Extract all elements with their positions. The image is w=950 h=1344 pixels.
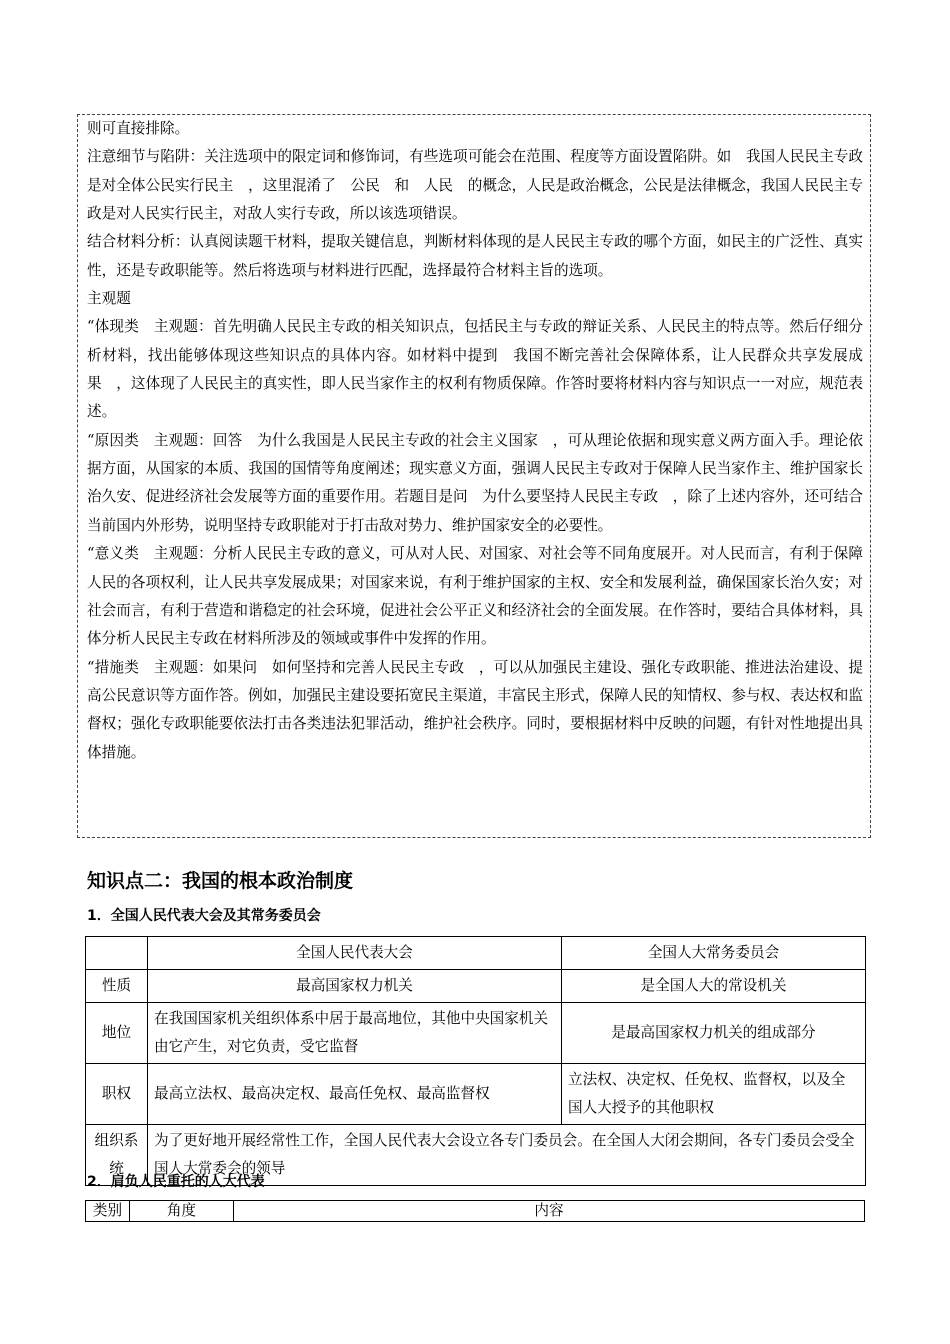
table-cell: 最高国家权力机关: [148, 970, 562, 1003]
tips-paragraph: “体现类 主观题：首先明确人民民主专政的相关知识点，包括民主与专政的辩证关系、人民民主的特点等。然后仔细分析材料，找出能够体现这些知识点的具体内容。如材料中提到 我国不断完善社会保障体系，让人民群众共享发展成果 ，这体现了人民民主的真实性，即人民当家作主的权利有物质保障。作答时要将材料内容与知识点一一对应，规范表述。: [87, 318, 863, 421]
deputy-table: [85, 1200, 865, 1222]
table-header-cell: 内容: [234, 1201, 865, 1222]
tips-paragraph: 注意细节与陷阱：关注选项中的限定词和修饰词，有些选项可能会在范围、程度等方面设置陷阱。如 我国人民民主专政是对全体公民实行民主 ，这里混淆了 公民 和 人民 的概念，人民是政治概念，公民是法律概念，我国人民民主专政是对人民实行民主，对敌人实行专政，所以该选项错误。: [87, 148, 863, 223]
table-cell: 在我国国家机关组织体系中居于最高地位，其他中央国家机关由它产生，对它负责，受它监督: [148, 1003, 562, 1064]
tips-paragraph: “原因类 主观题：回答 为什么我国是人民民主专政的社会主义国家 ，可从理论依据和现实意义两方面入手。理论依据方面，从国家的本质、我国的国情等角度阐述；现实意义方面，强调人民民主专政对于保障人民当家作主、维护国家长治久安、促进经济社会发展等方面的重要作用。若题目是问 为什么要坚持人民民主专政 ，除了上述内容外，还可结合当前国内外形势，说明坚持专政职能对于打击敌对势力、维护国家安全的必要性。: [87, 431, 863, 534]
table-header-cell: [86, 937, 148, 970]
table-cell: 为了更好地开展经常性工作，全国人民代表大会设立各专门委员会。在全国人大闭会期间，各专门委员会受全国人大常委会的领导: [148, 1125, 866, 1186]
table-header-row: [86, 937, 866, 970]
table-cell: 最高立法权、最高决定权、最高任免权、最高监督权: [148, 1064, 562, 1125]
npc-table: [85, 936, 866, 1186]
table-header-cell: 角度: [130, 1201, 234, 1222]
row-label: 性质: [86, 970, 148, 1003]
table-cell: 是最高国家权力机关的组成部分: [562, 1003, 866, 1064]
row-label: 组织系统: [86, 1125, 148, 1186]
tips-paragraph: 主观题: [87, 290, 131, 308]
tips-paragraph: “意义类 主观题：分析人民民主专政的意义，可从对人民、对国家、对社会等不同角度展开。对人民而言，有利于保障人民的各项权利，让人民共享发展成果；对国家来说，有利于维护国家的主权、安全和发展利益，确保国家长治久安；对社会而言，有利于营造和谐稳定的社会环境，促进社会公平正义和经济社会的全面发展。在作答时，要结合具体材料，具体分析人民民主专政在材料所涉及的领域或事件中发挥的作用。: [87, 545, 863, 648]
table-row: [86, 1003, 866, 1064]
tips-paragraph: 结合材料分析：认真阅读题干材料，提取关键信息，判断材料体现的是人民民主专政的哪个方面，如民主的广泛性、真实性，还是专政职能等。然后将选项与材料进行匹配，选择最符合材料主旨的选项。: [87, 233, 863, 279]
section-title: 知识点二：我国的根本政治制度: [87, 870, 354, 892]
subsection-title-2: 2．肩负人民重托的人大代表: [87, 1174, 265, 1190]
subsection-title-1: 1．全国人民代表大会及其常务委员会: [87, 908, 321, 924]
table-header-row: [86, 1201, 865, 1222]
row-label: 地位: [86, 1003, 148, 1064]
table-header-cell: 全国人大常务委员会: [562, 937, 866, 970]
table-header-cell: 全国人民代表大会: [148, 937, 562, 970]
tips-paragraph: 则可直接排除。: [87, 120, 190, 137]
table-cell: 立法权、决定权、任免权、监督权，以及全国人大授予的其他职权: [562, 1064, 866, 1125]
tips-paragraph: “措施类 主观题：如果问 如何坚持和完善人民民主专政 ，可以从加强民主建设、强化专政职能、推进法治建设、提高公民意识等方面作答。例如，加强民主建设要拓宽民主渠道，丰富民主形式，保障人民的知情权、参与权、表达权和监督权；强化专政职能要依法打击各类违法犯罪活动，维护社会秩序。同时，要根据材料中反映的问题，有针对性地提出具体措施。: [87, 658, 863, 761]
table-row: [86, 1064, 866, 1125]
table-cell: 是全国人大的常设机关: [562, 970, 866, 1003]
row-label: 职权: [86, 1064, 148, 1125]
table-header-cell: 类别: [86, 1201, 130, 1222]
tips-box: [87, 115, 863, 767]
table-row: [86, 970, 866, 1003]
